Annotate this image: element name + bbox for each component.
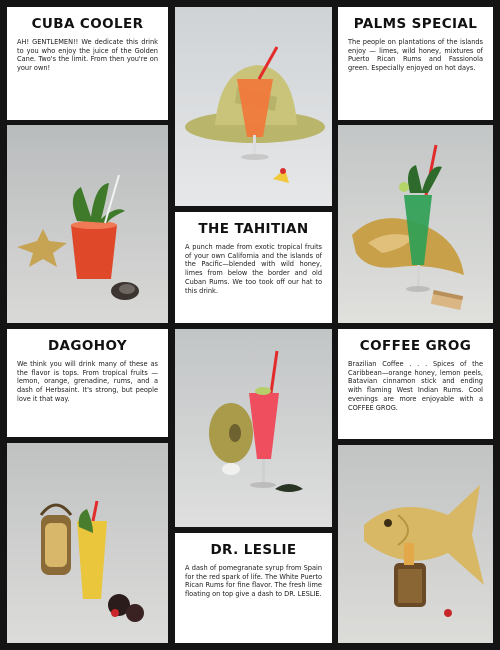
recipe-card-cuba-cooler bbox=[7, 7, 168, 120]
lime-slice bbox=[399, 182, 409, 192]
recipe-title: DR. LESLIE bbox=[210, 542, 297, 558]
recipe-description: The people on plantations of the islands enjoy — limes, wild honey, mixtures of Puerto Rican Rums and Fassionola green. Especially enjoyed on hot days. bbox=[348, 38, 483, 73]
recipe-description: Brazilian Coffee . . . Spices of the Caribbean—orange honey, lemon peels, Batavian cinnamon stick and ending with flaming West Indian Rums. Cool evenings are more enjoyable with a COFFEE GROG. bbox=[348, 360, 483, 412]
recipe-card-the-tahitian bbox=[175, 212, 332, 323]
photo-cuba-cooler bbox=[7, 125, 168, 323]
cocktail-glass bbox=[71, 225, 117, 279]
recipe-card-dr-leslie bbox=[175, 533, 332, 643]
coffee-grog-illustration bbox=[338, 445, 493, 643]
recipe-title: PALMS SPECIAL bbox=[353, 16, 478, 32]
photo-hat-cocktail bbox=[175, 7, 332, 206]
dagohoy-illustration bbox=[7, 443, 168, 643]
palms-special-illustration bbox=[338, 125, 493, 323]
tahitian-illustration bbox=[175, 329, 332, 527]
recipe-card-dagohoy bbox=[7, 329, 168, 437]
recipe-title: THE TAHITIAN bbox=[198, 221, 309, 237]
photo-coffee-grog bbox=[338, 445, 493, 643]
recipe-description: A dash of pomegranate syrup from Spain for the red spark of life. The White Puerto Rican Rums for fine flavor. The fresh lime floating on top give a dash to DR. LESLIE. bbox=[185, 564, 323, 599]
recipe-card-palms-special bbox=[338, 7, 493, 120]
cinnamon-stick bbox=[404, 543, 414, 565]
lime-float bbox=[255, 387, 271, 395]
recipe-description: AH! GENTLEMEN!! We dedicate this drink to you who enjoy the juice of the Golden Cane. Two's the limit. From then you're on your own! bbox=[17, 38, 158, 73]
photo-dagohoy bbox=[7, 443, 168, 643]
recipe-title: COFFEE GROG bbox=[359, 338, 472, 354]
recipe-description: We think you will drink many of these as the flavor is tops. From tropical fruits — lemon, orange, grenadine, rums, and a dash of Herbsaint. It's strong, but people love it that way. bbox=[17, 360, 158, 403]
recipe-description: A punch made from exotic tropical fruits of your own California and the islands of the Pacific—blended with wild honey, limes from below the border and old Cuban Rums. We too took off our hat to this drink. bbox=[185, 243, 322, 295]
hat-cocktail-illustration bbox=[175, 7, 332, 206]
cuba-cooler-illustration bbox=[7, 125, 168, 323]
photo-palms-special bbox=[338, 125, 493, 323]
recipe-title: DAGOHOY bbox=[47, 338, 128, 354]
recipe-card-coffee-grog bbox=[338, 329, 493, 439]
white-shell bbox=[222, 463, 240, 475]
recipe-title: CUBA COOLER bbox=[31, 16, 144, 32]
photo-tahitian bbox=[175, 329, 332, 527]
